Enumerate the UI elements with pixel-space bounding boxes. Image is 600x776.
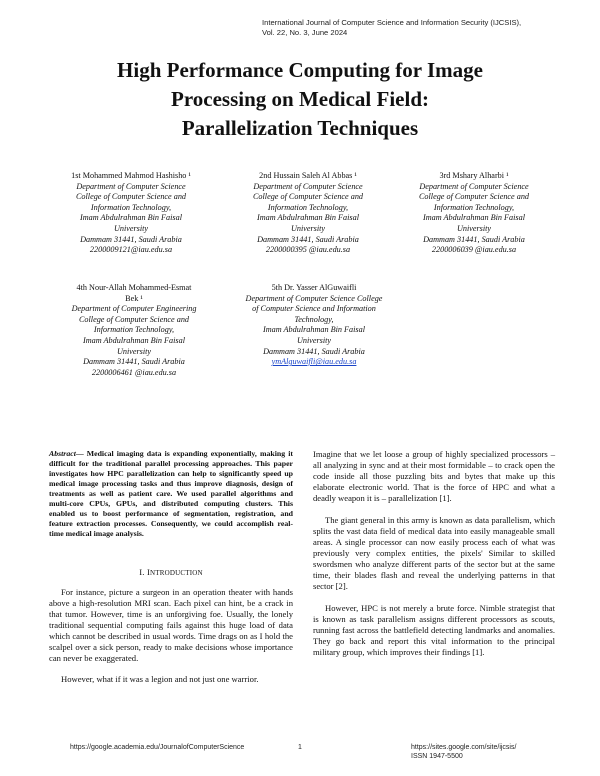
author-email: 2200006461 @iau.edu.sa	[91, 367, 177, 377]
author-email	[230, 357, 398, 368]
author-university: University	[290, 223, 326, 233]
author-university: Imam Abdulrahman Bin Faisal	[257, 213, 359, 223]
author-email-link[interactable]: ymAlguwaifli@iau.edu.sa	[271, 357, 357, 367]
author-department: Department of Computer Engineering	[71, 304, 197, 314]
author-college: Information Technology,	[433, 202, 515, 212]
title-line: High Performance Computing for Image	[117, 58, 483, 82]
author-department: Department of Computer Science	[76, 181, 186, 191]
abstract-text: — Medical imaging data is expanding exponentially, making it difficult for the traditional parallel processing approaches. This paper investigates how HPC parallelization can help to significantly speed up medical image processing tasks and thus improve diagnosis, design of treatments as well as patient care. We used parallel algorithms and multi-core CPUs, GPUs, and distributed computing clusters. This enabled us to boost performance of segmentation, registration, and feature extraction processes. Consequently, we could accomplish real-time medical image analysis.	[49, 449, 293, 538]
section-title-rest: NTRODUCTION	[150, 569, 203, 577]
body-paragraph: However, HPC is not merely a brute force. Nimble strategist that is known as task parallelism assigns different processors as scouts, running fast across the battlefield detecting landmarks and anomalies. They go back and report this vital information to the principal military group, which improves their findings [1].	[313, 603, 555, 657]
author-university: Imam Abdulrahman Bin Faisal	[80, 213, 182, 223]
author-university: University	[113, 223, 149, 233]
abstract	[49, 449, 293, 539]
journal-header	[262, 18, 562, 38]
author-location: Dammam 31441, Saudi Arabia	[257, 234, 359, 244]
author-college: College of Computer Science and	[252, 192, 364, 202]
author-college: Information Technology,	[90, 202, 172, 212]
author-name: 5th Dr. Yasser AlGuwaifli	[271, 283, 357, 292]
author-location: Dammam 31441, Saudi Arabia	[80, 234, 182, 244]
author-department: Department of Computer Science	[253, 181, 363, 191]
author-college: of Computer Science and Information	[252, 304, 376, 314]
section-number: I.	[139, 567, 145, 577]
author-college: Technology,	[294, 314, 334, 324]
author-block-4	[58, 283, 210, 378]
journal-name: International Journal of Computer Science and Information Security (IJCSIS),	[262, 18, 522, 27]
author-block-3	[394, 171, 554, 256]
left-column	[49, 449, 293, 695]
footer-right-url: https://sites.google.com/site/ijcsis/	[411, 744, 517, 751]
author-name: 2nd Hussain Saleh Al Abbas ¹	[259, 171, 357, 180]
right-column	[313, 449, 555, 669]
body-paragraph: For instance, picture a surgeon in an operation theater with hands above a high-resolution MRI scan. Each pixel can hint, be a crack in that tumor. However, time is an unforgiving foe. Usually, the lonely traditional sequential computing fails against this huge load of data which cannot be described in usual words. Time drags on as I hold the scalpel over a sick person, ready to make decisions whose importance can never be exaggerated.	[49, 587, 293, 663]
footer-left-url: https://google.academia.edu/JournalofComputerScience	[70, 744, 245, 751]
author-college: Information Technology,	[93, 325, 175, 335]
author-location: Dammam 31441, Saudi Arabia	[83, 357, 185, 367]
author-name: 1st Mohammed Mahmod Hashisho ¹	[71, 171, 191, 180]
journal-issue: Vol. 22, No. 3, June 2024	[262, 28, 348, 37]
author-email: 2200006039 @iau.edu.sa	[431, 245, 517, 255]
author-name: 4th Nour-Allah Mohammed-Esmat	[76, 283, 192, 292]
author-location: Dammam 31441, Saudi Arabia	[263, 346, 365, 356]
author-location: Dammam 31441, Saudi Arabia	[423, 234, 525, 244]
author-department: Department of Computer Science	[419, 181, 529, 191]
body-paragraph: Imagine that we let loose a group of highly specialized processors – all analyzing in sync and at their most formidable – to crack open the code inside all those puzzling bits and bytes that make up this elaborate electronic world. That is the force of HPC and what a deadly weapon it is – parallelization [1].	[313, 449, 555, 503]
author-block-2	[226, 171, 390, 256]
author-block-5	[230, 283, 398, 368]
paper-title	[60, 56, 540, 143]
body-paragraph: The giant general in this army is known as data parallelism, which splits the vast data field of medical data into easily manageable small areas. A single processor can now easily process each of what was previously very complex entities, the pixels' Similar to skilled swordsmen who analyze different parts of the sector but at the same time, their blades flash and reveal the underlying patterns in that sector [2].	[313, 515, 555, 591]
author-university: Imam Abdulrahman Bin Faisal	[263, 325, 365, 335]
author-name: Bek ¹	[125, 293, 143, 303]
author-university: Imam Abdulrahman Bin Faisal	[83, 335, 185, 345]
author-email: 2200000395 @iau.edu.sa	[265, 245, 351, 255]
author-university: Imam Abdulrahman Bin Faisal	[423, 213, 525, 223]
author-college: College of Computer Science and	[75, 192, 187, 202]
footer-right	[411, 743, 516, 761]
author-email: 2200009121@iau.edu.sa	[89, 245, 173, 255]
author-university: University	[296, 335, 332, 345]
section-heading-introduction	[49, 567, 293, 579]
abstract-label: Abstract	[49, 449, 76, 458]
author-name: 3rd Mshary Alharbi ¹	[439, 171, 509, 180]
author-university: University	[116, 346, 152, 356]
title-line: Parallelization Techniques	[181, 116, 419, 140]
author-department: Department of Computer Science College	[245, 293, 383, 303]
author-college: College of Computer Science and	[78, 314, 190, 324]
author-college: College of Computer Science and	[418, 192, 530, 202]
section-title-first: I	[146, 567, 151, 577]
footer-issn: ISSN 1947-5500	[411, 753, 463, 760]
author-college: Information Technology,	[267, 202, 349, 212]
page-number: 1	[298, 744, 302, 751]
title-line: Processing on Medical Field:	[171, 87, 429, 111]
author-block-1	[50, 171, 212, 256]
author-university: University	[456, 223, 492, 233]
body-paragraph: However, what if it was a legion and not just one warrior.	[61, 674, 259, 684]
